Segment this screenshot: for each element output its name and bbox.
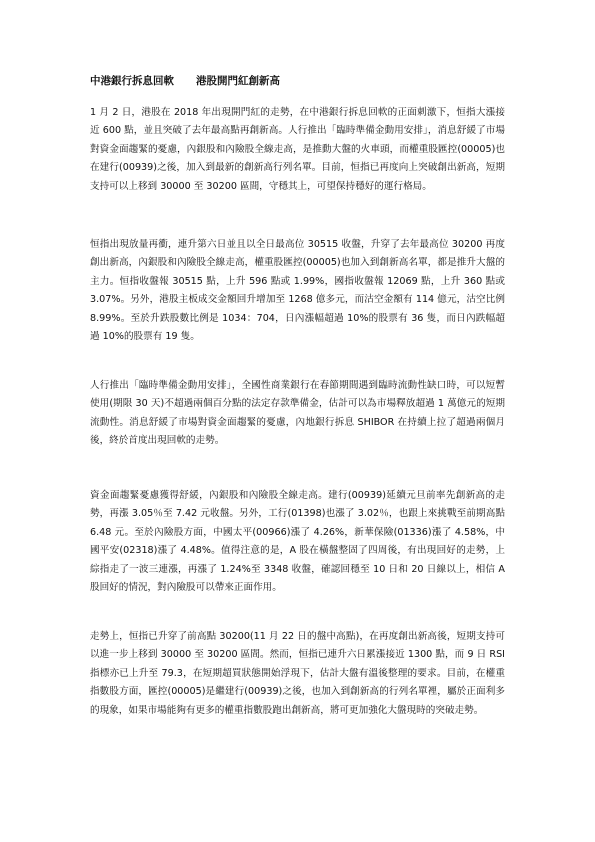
headline-sub: 港股開門紅創新高 [196,75,280,87]
body-paragraph-5: 走勢上，恒指已升穿了前高點 30200(11 月 22 日的盤中高點)，在再度創出新高後，短期支持可以進一步上移到 30000 至 30200 區間。然而，恒指已連升六日累漲接近 1300 點，而 9 日 RSI 指標亦已上升至 79.3，在短期超買狀態開始浮現下，估計大盤有溫後整理的要求。目前，在權重指數股方面，匯控(00005)是繼建行(00939)之後，也加入到創新高的行列名單裡，屬於正面利多的現象，如果市場能夠有更多的權重指數股跑出創新高，將可更加強化大盤現時的突破走勢。 [90,631,505,716]
body-paragraph-2: 恒指出現放量再衝，連升第六日並且以全日最高位 30515 收盤，升穿了去年最高位 30200 再度創出新高，內銀股和內險股全線走高，權重股匯控(00005)也加入到創新高名單，都是推升大盤的主力。恒指收盤報 30515 點，上升 596 點或 1.99%，國指收盤報 12069 點，上升 360 點或 3.07%。另外，港股主板成交金額回升增加至 1268 億多元，而沽空金額有 114 億元，沽空比例 8.99%。至於升跌股數比例是 1034：704，日內漲幅超過 10%的股票有 36 隻，而日內跌幅超過 10%的股票有 19 隻。 [90,239,505,343]
headline [90,74,510,88]
body-paragraph-1: 1 月 2 日，港股在 2018 年出現開門紅的走勢，在中港銀行拆息回軟的正面刺激下，恒指大漲接近 600 點，並且突破了去年最高點再創新高。人行推出「臨時準備金動用安排」，消息舒緩了市場對資金面趨緊的憂慮，內銀股和內險股全線走高，是推動大盤的火車頭，而權重股匯控(00005)也在建行(00939)之後，加入到最新的創新高行列名單。目前，恒指已再度向上突破創出新高，短期支持可以上移到 30000 至 30200 區間，守穩其上，可望保持穩好的運行格局。 [90,107,505,192]
body-paragraph-3: 人行推出「臨時準備金動用安排」，全國性商業銀行在春節期間遇到臨時流動性缺口時，可以短暫使用(期限 30 天)不超過兩個百分點的法定存款準備金，估計可以為市場釋放超過 1 萬億元的短期流動性。消息舒緩了市場對資金面趨緊的憂慮，內地銀行拆息 SHIBOR 在持續上拉了超過兩個月後，終於首度出現回軟的走勢。 [90,380,505,447]
headline-main: 中港銀行拆息回軟 [90,75,174,87]
body-paragraph-4: 資金面趨緊憂慮獲得舒緩，內銀股和內險股全線走高。建行(00939)延續元旦前率先創新高的走勢，再漲 3.05％至 7.42 元收盤。另外，工行(01398)也漲了 3.02％，也跟上來挑戰至前期高點 6.48 元。至於內險股方面，中國太平(00966)漲了 4.26%，新華保險(01336)漲了 4.58%，中國平安(02318)漲了 4.48%。值得注意的是，A 股在橫盤整固了四周後，有出現回好的走勢，上綜指走了一波三連漲，再漲了 1.24%至 3348 收盤，確認回穩至 10 日和 20 日線以上，相信 A 股回好的情況，對內險股可以帶來正面作用。 [90,490,505,594]
